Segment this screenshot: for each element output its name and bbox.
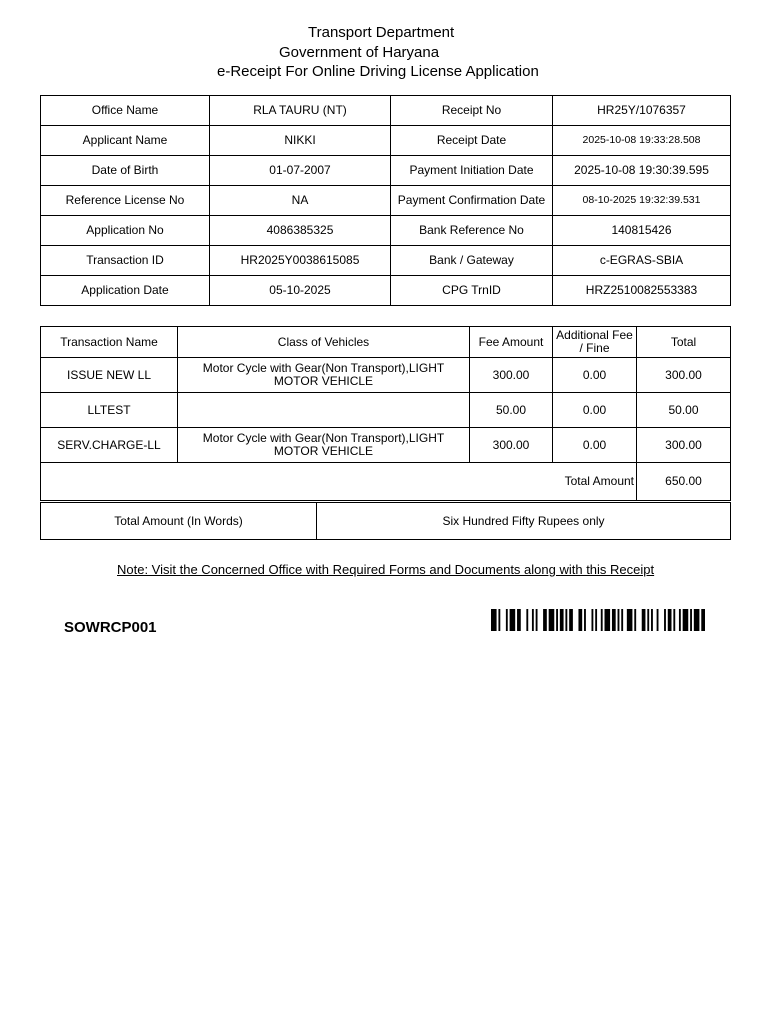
barcode-bar — [605, 609, 611, 631]
application-date-label: Application Date — [41, 276, 210, 306]
additional-fee: 0.00 — [553, 393, 637, 428]
fee-amount: 300.00 — [470, 358, 553, 393]
fee-row — [41, 393, 731, 428]
transaction-name: ISSUE NEW LL — [41, 358, 178, 393]
barcode-bar — [627, 609, 633, 631]
info-row-application-date — [41, 276, 731, 306]
barcode-bar — [618, 609, 620, 631]
transaction-id-label: Transaction ID — [41, 246, 210, 276]
info-row-transaction — [41, 246, 731, 276]
barcode-bar — [679, 609, 681, 631]
info-row-applicant — [41, 126, 731, 156]
info-row-dob — [41, 156, 731, 186]
fee-header-row — [41, 327, 731, 358]
fee-amount-header: Fee Amount — [470, 327, 553, 358]
amount-in-words-label: Total Amount (In Words) — [41, 503, 317, 540]
application-date-value: 05-10-2025 — [210, 276, 391, 306]
fee-row — [41, 428, 731, 463]
barcode-bar — [498, 609, 500, 631]
dob-label: Date of Birth — [41, 156, 210, 186]
cpg-trnid-label: CPG TrnID — [391, 276, 553, 306]
barcode-bar — [491, 609, 497, 631]
office-name-label: Office Name — [41, 96, 210, 126]
barcode-bar — [690, 609, 692, 631]
row-total: 300.00 — [637, 358, 731, 393]
cpg-trnid-value: HRZ2510082553383 — [553, 276, 731, 306]
fee-row — [41, 358, 731, 393]
class-of-vehicles: Motor Cycle with Gear(Non Transport),LIGHT MOTOR VEHICLE — [178, 428, 470, 463]
amount-in-words-value: Six Hundred Fifty Rupees only — [317, 503, 731, 540]
barcode-bar — [532, 609, 534, 631]
barcode-bar — [642, 609, 646, 631]
receipt-date-value: 2025-10-08 19:33:28.508 — [553, 126, 731, 156]
applicant-name-value: NIKKI — [210, 126, 391, 156]
barcode-bar — [647, 609, 649, 631]
government-title: Government of Haryana — [279, 44, 440, 61]
total-amount-label: Total Amount — [41, 463, 637, 501]
barcode-bar — [560, 609, 564, 631]
reference-license-label: Reference License No — [41, 186, 210, 216]
payment-initiation-label: Payment Initiation Date — [391, 156, 553, 186]
payment-confirmation-value: 08-10-2025 19:32:39.531 — [553, 186, 731, 216]
barcode-bar — [664, 609, 666, 631]
info-row-reference — [41, 186, 731, 216]
barcode-bar — [612, 609, 616, 631]
barcode-bar — [621, 609, 623, 631]
row-total: 300.00 — [637, 428, 731, 463]
transaction-name: SERV.CHARGE-LL — [41, 428, 178, 463]
barcode-bar — [673, 609, 675, 631]
barcode-bar — [651, 609, 653, 631]
barcode-bar — [634, 609, 636, 631]
barcode-bar — [569, 609, 573, 631]
total-amount-value: 650.00 — [637, 463, 731, 501]
barcode-bar — [517, 609, 521, 631]
barcode-bar — [683, 609, 689, 631]
barcode-bar — [565, 609, 567, 631]
bank-gateway-value: c-EGRAS-SBIA — [553, 246, 731, 276]
applicant-name-label: Applicant Name — [41, 126, 210, 156]
class-of-vehicles: Motor Cycle with Gear(Non Transport),LIGHT MOTOR VEHICLE — [178, 358, 470, 393]
class-of-vehicles — [178, 393, 470, 428]
row-total: 50.00 — [637, 393, 731, 428]
transaction-id-value: HR2025Y0038615085 — [210, 246, 391, 276]
total-amount-row — [41, 463, 731, 501]
barcode-bar — [510, 609, 516, 631]
additional-fee: 0.00 — [553, 428, 637, 463]
barcode-bar — [584, 609, 586, 631]
fee-details-table — [40, 326, 731, 501]
receipt-no-value: HR25Y/1076357 — [553, 96, 731, 126]
department-title: Transport Department — [308, 24, 455, 41]
barcode-bar — [543, 609, 547, 631]
barcode-bar — [591, 609, 593, 631]
additional-fee: 0.00 — [553, 358, 637, 393]
receipt-title: e-Receipt For Online Driving License Application — [217, 63, 539, 80]
transaction-name: LLTEST — [41, 393, 178, 428]
payment-confirmation-label: Payment Confirmation Date — [391, 186, 553, 216]
barcode-bar — [506, 609, 508, 631]
receipt-date-label: Receipt Date — [391, 126, 553, 156]
bank-reference-label: Bank Reference No — [391, 216, 553, 246]
amount-in-words-row — [41, 503, 731, 540]
receipt-barcode — [491, 609, 707, 633]
barcode-bar — [668, 609, 672, 631]
barcode-bar — [595, 609, 597, 631]
receipt-no-label: Receipt No — [391, 96, 553, 126]
barcode-bar — [526, 609, 528, 631]
receipt-info-table — [40, 95, 731, 306]
dob-value: 01-07-2007 — [210, 156, 391, 186]
transaction-name-header: Transaction Name — [41, 327, 178, 358]
barcode-bar — [556, 609, 558, 631]
fee-amount: 50.00 — [470, 393, 553, 428]
info-row-application — [41, 216, 731, 246]
additional-fee-header: Additional Fee / Fine — [553, 327, 637, 358]
info-row-office — [41, 96, 731, 126]
barcode-bar — [701, 609, 705, 631]
office-name-value: RLA TAURU (NT) — [210, 96, 391, 126]
barcode-bar — [694, 609, 700, 631]
receipt-note: Note: Visit the Concerned Office with Required Forms and Documents along with this Receipt — [117, 562, 655, 577]
reference-license-value: NA — [210, 186, 391, 216]
amount-in-words-table — [40, 502, 731, 540]
barcode-bar — [549, 609, 555, 631]
barcode-bar — [536, 609, 538, 631]
application-no-label: Application No — [41, 216, 210, 246]
application-no-value: 4086385325 — [210, 216, 391, 246]
barcode-bar — [657, 609, 659, 631]
bank-gateway-label: Bank / Gateway — [391, 246, 553, 276]
fee-amount: 300.00 — [470, 428, 553, 463]
payment-initiation-value: 2025-10-08 19:30:39.595 — [553, 156, 731, 186]
barcode-bar — [578, 609, 582, 631]
bank-reference-value: 140815426 — [553, 216, 731, 246]
form-code: SOWRCP001 — [64, 619, 157, 636]
barcode-bar — [601, 609, 603, 631]
total-header: Total — [637, 327, 731, 358]
class-of-vehicles-header: Class of Vehicles — [178, 327, 470, 358]
